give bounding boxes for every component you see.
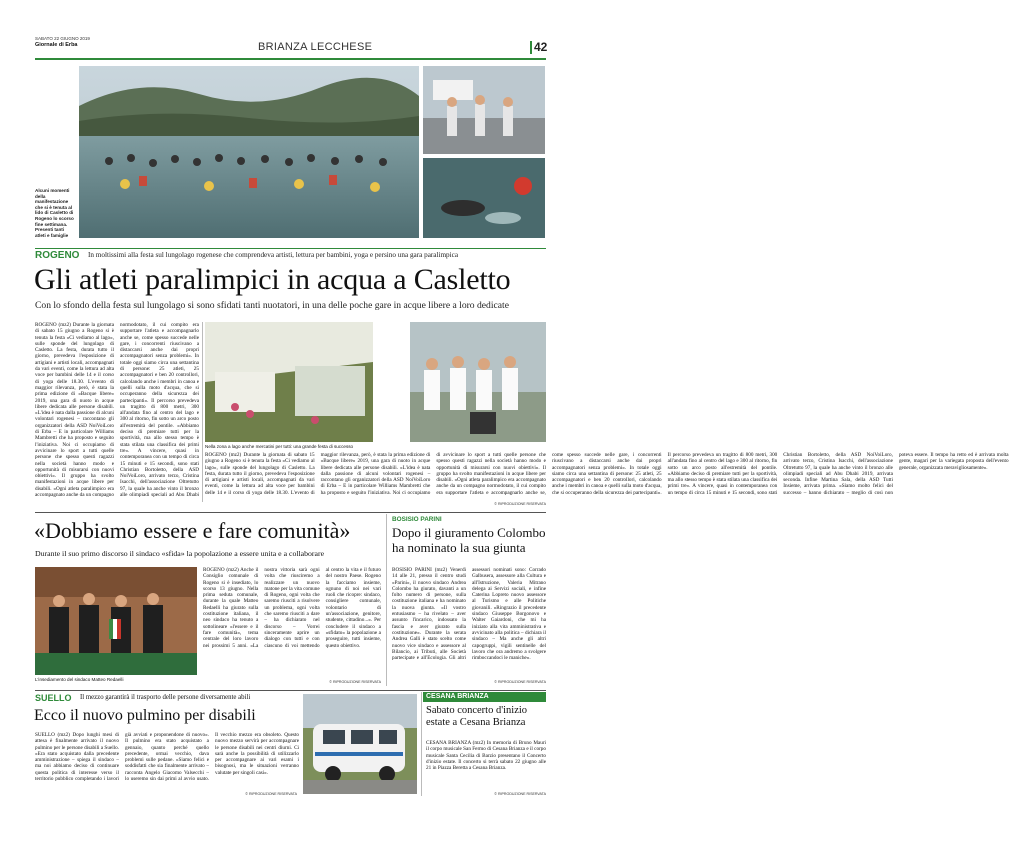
lead-photo-side-bottom — [423, 158, 545, 238]
lead-body-bottom: ROGENO (mz2) Durante la giornata di sabato 15 giugno a Rogeno si è tenuta la festa «Ci vediamo al lago», sulle sponde del lungolago di Casletto. La festa, durata tutto il giorno, prevedeva l'esposizione di artigiani e artisti locali, accompagnati da vari eventi, come la lettura ad alta voce per bambini delle 14 e il corso di yoga delle 18.30. L'evento di maggior rilevanza, però, è stata la prima edizione di «Bacque libere» 2019, una gara di nuoto in acque libere dedicata alle persone disabili. «L'idea è nata dalla passione di alcuni volontari rogenesi – raccontano gli organizzatori della ASD NoiVoiLoro di Erba – E in particolare Williams Mambretti che ha proposto e seguito l'iniziativa. Noi ci occupiamo di avvicinare lo sport a tutti quelle persone che spesso questi ragazzi nella società hanno modo e opportunità di misurarsi con nuovi obiettivi». Il gruppo ha svolto manifestazioni in acque libere per disabili. «Ogni atleta paralimpico era accompagnato anche da un compagno normodotato, il cui compito era supportare l'atleta e accompagnarlo anche se, come spesso succede nelle gare, i concorrenti riuscivano a distaccarsi anche dai propri accompagnatori senza problemi». In totale oggi siamo circa una settantina di persone: 25 atleti, 25 accompagnatori e ben 20 controllori, calcolando anche i membri in canoa e quelli sulla moto d'acqua, che si occuperanno della sicurezza dei partecipanti». Il percorso prevedeva un tragitto di 800 metri, 300 all'andata fino al centro del lago e 300 al ritorno, fin sotto un arco posto all'estremità del pontile. «Abbiamo deciso di premiare tutti per la sportività, ma allo stesso tempo è stata stilata una classifica dei primi tre». A vincere, quasi in contemporanea con un tempo di circa 15 minuti e 15 secondi, sono stati Christian Bortoletto, della ASD NoiVoiLoro, arrivato terzo, Cristina Isacchi, dell'associazione Oltretutto 97, la quale ha anche vinto il bronzo alle olimpiadi speciali ad Abu Dhabi 2019, arrivata seconda. Infine Martina Sala, della ASD Tutti Insieme, arrivata prima. «Siamo molto felici del successo – hanno dichiarato – meglio di così non poteva essere. Il tempo ha retto ed è arrivata molta gente, magari per la variegata proposta dell'evento generale, organizzata meravigliosamente». — [205, 452, 1009, 496]
suello-location: SUELLO — [35, 693, 72, 703]
header-date: SABATO 22 GIUGNO 2019 — [35, 36, 90, 41]
mayor-photo — [35, 567, 197, 675]
lead-location: ROGENO — [35, 250, 80, 261]
header-rule — [35, 58, 546, 60]
lead-title: Gli atleti paralimpici in acqua a Casletto — [34, 263, 511, 296]
bosisio-rights: © RIPRODUZIONE RISERVATA — [494, 680, 546, 684]
mayor-top-rule — [35, 512, 546, 513]
page-number-bar — [530, 41, 532, 54]
suello-top-rule — [35, 690, 546, 691]
lead-photo-athletes — [410, 322, 546, 442]
mayor-rights: © RIPRODUZIONE RISERVATA — [329, 680, 381, 684]
suello-title: Ecco il nuovo pulmino per disabili — [34, 707, 256, 724]
lead-col-divider — [202, 322, 203, 502]
lead-photo-caption: Alcuni momenti della manifestazione che si è tenuta al lido di Casletto di Rogeno lo scorso fine settimana. Presenti tanti atleti e famiglie — [35, 188, 74, 238]
mayor-subtitle: Durante il suo primo discorso il sindaco «sfida» la popolazione a essere unita e a collaborare — [35, 549, 325, 558]
cesana-location: CESANA BRIANZA — [426, 693, 489, 700]
cesana-body: CESANA BRIANZA (mz2) In memoria di Bruno Mauri il corpo musicale San Fermo di Cesana Brianza e il corpo musicale Santa Cecilia di Barzio presentano il Concerto d'inizio estate. Il concerto si terrà sabato 22 giugno alle 21 in Piazza Beretta a Cesana Brianza. — [426, 740, 546, 772]
mayor-body: ROGENO (mz2) Anche il Consiglio comunale di Rogeno si è insediato, lo scorso 13 giugno. Nella prima seduta comunale, durante la quale Matteo Redaelli ha giurato sulla costituzione italiana, il neo sindaco ha tenuto a sottolineare «l'essere e il fare comunità», tema centrale del loro lavoro nei prossimi 5 anni. «La nostra vittoria sarà ogni volta che riusciremo a realizzare un nuovo matone per la vita comune di Rogeno, ogni volta che saremo riusciti a risolvere un problema, ogni volta che saremo riusciti a dare – ha dichiarato nel discorso – Vorrei sinceramente aprire un dialogo con tutti e con ciascuno di voi mettendo al centro la vita e il futuro del nostro Paese. Rogeno la facciamo insieme, ognuno di noi nei vari ruoli che ricopre: sindaco, consigliere comunale, volontario di un'associazione, genitore, studente, cittadino...». Per concludere il sindaco a «sfidato» la popolazione a proseguire, tutti insieme, questo obiettivo. — [203, 567, 381, 649]
lead-subtitle: Con lo sfondo della festa sul lungolago si sono sfidati tanti nuotatori, in una delle poche gare in acque libere a loro dedicate — [35, 300, 509, 311]
header-paper: Giornale di Erba — [35, 42, 78, 48]
section-title: BRIANZA LECCHESE — [258, 41, 373, 53]
mayor-photo-caption: L'insediamento del sindaco Matteo Redaelli — [35, 677, 124, 682]
bosisio-divider — [386, 514, 387, 686]
lead-kicker: In moltissimi alla festa sul lungolago rogenese che comprendeva artisti, lettura per bambini, yoga e persino una gara paralimpica — [88, 251, 459, 259]
suello-van-photo — [303, 694, 417, 794]
lead-photo-main — [79, 66, 419, 238]
lead-market-caption: Nella zona a lago anche mercatini per tutti: una grande festa di successo — [205, 444, 354, 449]
cesana-title: Sabato concerto d'inizio estate a Cesana Brianza — [426, 705, 528, 728]
cesana-divider — [421, 692, 422, 796]
suello-rights: © RIPRODUZIONE RISERVATA — [245, 792, 297, 796]
suello-kicker: Il mezzo garantirà il trasporto delle persone diversamente abili — [80, 694, 251, 701]
bosisio-location: BOSISIO PARINI — [392, 516, 442, 523]
bosisio-body: BOSISIO PARINI (mz2) Venerdì 14 alle 21, presso il centro studi «Parini», il nuovo sindaco Andrea Colombo ha giurato, davanti a un folto numero di persone, sulla costituzione italiana e ha nominato la nuova giunta. «Il vostro entusiasmo – ha rivelato – aver assunto l'incarico, indossato la fascia e aver giurato sulla costituzione». Durante la serata Andrea Galli è stato scelto come nuovo vice sindaco e assessore al Bilancio, ai Tributi, alle Società partecipate e all'Ecologia. Gli altri assessori nominati sono: Corrado Galbusera, assessore alla Cultura e all'Istruzione, Valeria Mitrano delega ai Servizi sociali, e infine Caterina Lopreto nuovo assessore al Turismo e alle Politiche giovanili. «Ringrazio il precedente sindaco Giuseppe Borgonovo e Walter Gaiardoni, che mi ha iniziato alla vita amministrativa e avvicinato alla politica – dichiara il sindaco – Ma anche gli altri capogruppi, vigili sentinelle del lavoro che ora andremo a svolgere rimboccandoci le maniche». — [392, 567, 546, 662]
mayor-title: «Dobbiamo essere e fare comunità» — [34, 518, 351, 543]
lake-photo-image — [79, 66, 419, 238]
lead-body-left: ROGENO (mz2) Durante la giornata di sabato 15 giugno a Rogeno si è tenuta la festa «Ci vediamo al lago», sulle sponde del lungolago di Casletto. La festa, durata tutto il giorno, prevedeva l'esposizione di artigiani e artisti locali, accompagnati da vari eventi, come la lettura ad alta voce per bambini delle 14 e il corso di yoga delle 18.30. L'evento di maggior rilevanza, però, è stata la prima edizione di «Bacque libere» 2019, una gara di nuoto in acque libere dedicata alle persone disabili. «L'idea è nata dalla passione di alcuni volontari rogenesi – raccontano gli organizzatori della ASD NoiVoiLoro di Erba – E in particolare Williams Mambretti che ha proposto e seguito l'iniziativa. Noi ci occupiamo di avvicinare lo sport a tutti quelle persone che spesso questi ragazzi nella società hanno modo e opportunità di misurarsi con nuovi obiettivi». Il gruppo ha svolto manifestazioni in acque libere per disabili. «Ogni atleta paralimpico era accompagnato anche da un compagno normodotato, il cui compito era supportare l'atleta e accompagnarlo anche se, come spesso succede nelle gare, i concorrenti riuscivano a distaccarsi anche dai propri accompagnatori senza problemi». In totale oggi siamo circa una settantina di persone: 25 atleti, 25 accompagnatori e ben 20 controllori, calcolando anche i membri in canoa e quelli sulla moto d'acqua, che si occuperanno della sicurezza dei partecipanti». Il percorso prevedeva un tragitto di 800 metri, 300 all'andata fino al centro del lago e 300 al ritorno, fin sotto un arco posto all'estremità del pontile. «Abbiamo deciso di premiare tutti per la sportività, ma allo stesso tempo è stata stilata una classifica dei primi tre». A vincere, quasi in contemporanea con un tempo di circa 15 minuti e 15 secondi, sono stati Christian Bortoletto, della ASD NoiVoiLoro, arrivato terzo, Cristina Isacchi, dell'associazione Oltretutto 97, la quale ha anche vinto il bronzo alle olimpiadi speciali ad Abu Dhabi — [35, 322, 199, 499]
cesana-rights: © RIPRODUZIONE RISERVATA — [494, 792, 546, 796]
bosisio-title: Dopo il giuramento Colombo ha nominato la sua giunta — [392, 525, 546, 555]
page-number: 42 — [534, 40, 548, 54]
lead-rights: © RIPRODUZIONE RISERVATA — [494, 502, 546, 506]
lead-photo-side-top — [423, 66, 545, 154]
suello-body: SUELLO (mz2) Dopo lunghi mesi di attesa è finalmente arrivato il nuovo pulmino per le persone disabili a Suello. «Era stato acquistato dalla precedente amministrazione – spiega il sindaco – ma noi abbiamo deciso di continuare questa politica di interesse verso il territorio pubblico completando i lavori già avviati e proponendone di nuovo». Il pulmino era stato acquistato a gennaio, quanto perché quello precedente, ormai vecchio, dava problemi sulle pedane. «Siamo felici e soddisfatti che sia finalmente arrivato – racconta Angelo Giacomo Valsecchi – lo useremo sin dai primi al avvio usato. Il vecchio mezzo era obsoleto. Questo nuovo mezzo servirà per accompagnare le persone disabili nei centri diurni. Ci sarà anche la possibilità di utilizzarlo per accompagnare ai vari esami i bisognosi, ma le situazioni verranno valutate per singoli casi». — [35, 732, 299, 783]
lead-photo-market — [205, 322, 373, 442]
